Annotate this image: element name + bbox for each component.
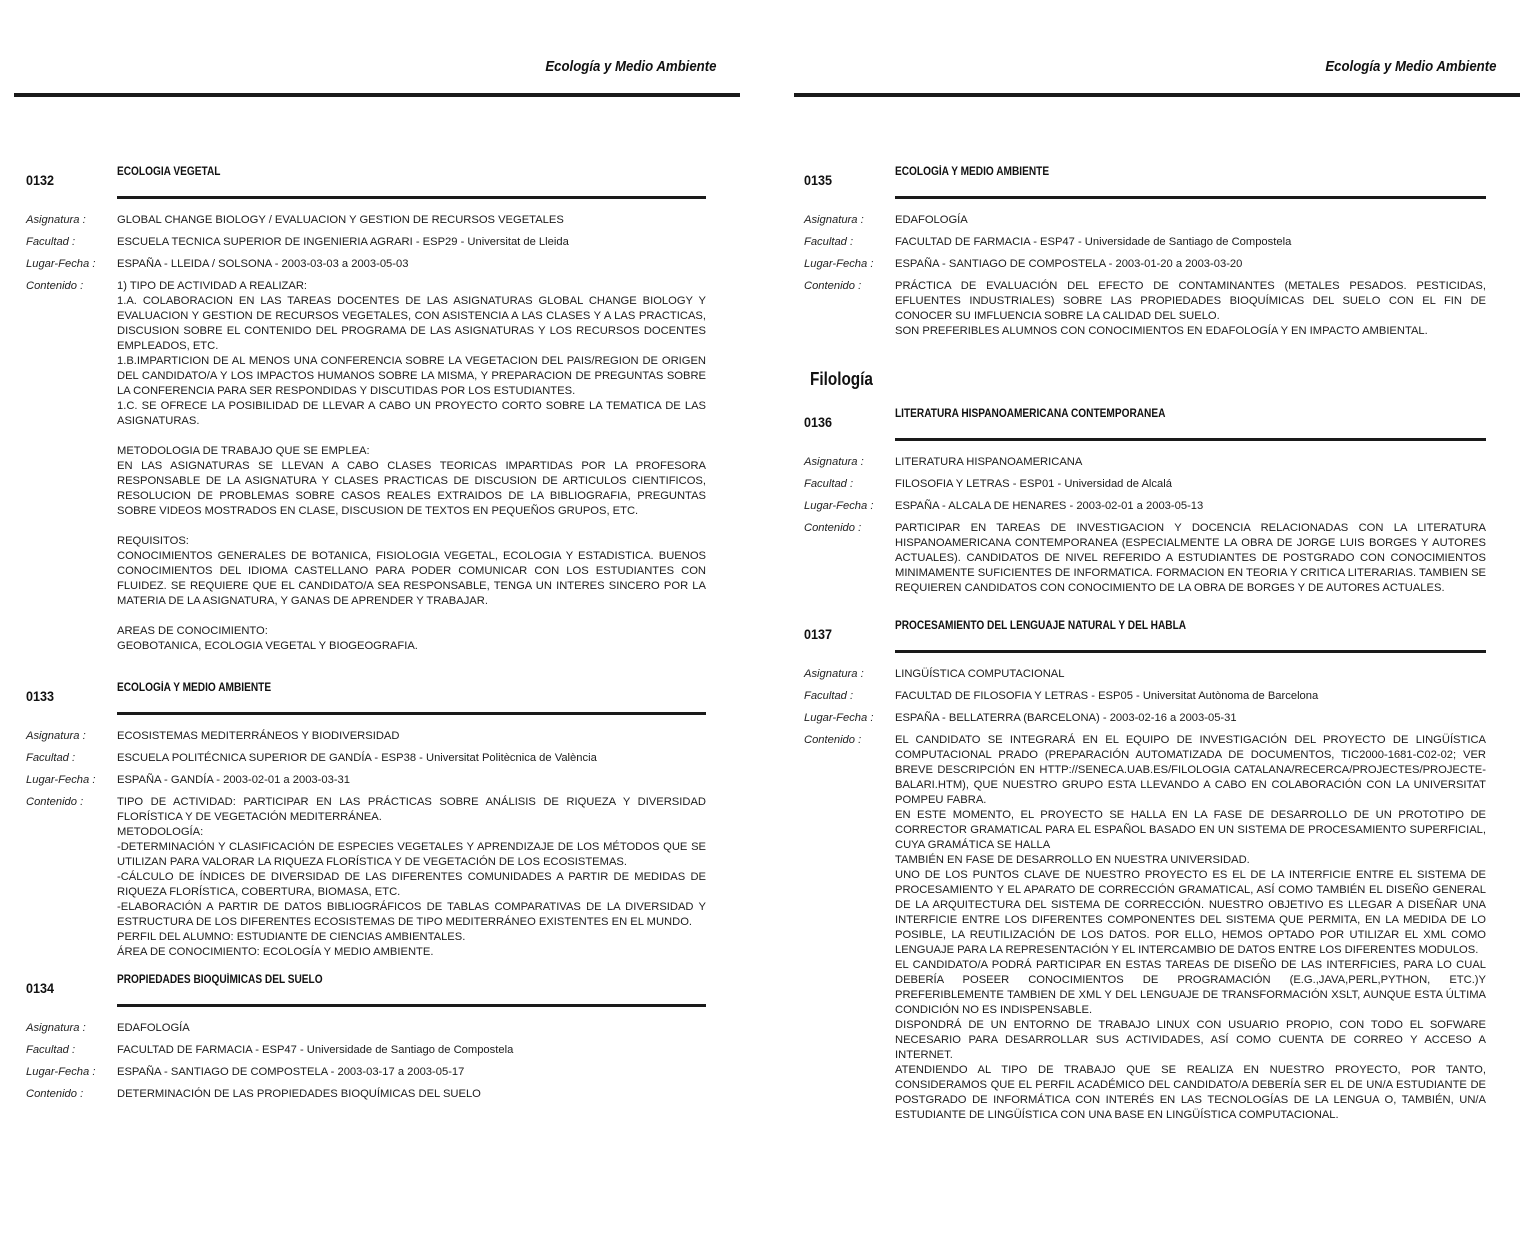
field-label: Facultad : xyxy=(804,690,854,702)
field-label: Facultad : xyxy=(26,236,76,248)
field-value: ESPAÑA - LLEIDA / SOLSONA - 2003-03-03 a 2003-05-03 xyxy=(117,258,409,270)
field-label: Contenido : xyxy=(26,280,84,292)
field-value: EDAFOLOGÍA xyxy=(895,214,968,226)
field-value: EDAFOLOGÍA xyxy=(117,1022,190,1034)
entry-0134 xyxy=(26,974,706,1104)
field-value: LINGÜÍSTICA COMPUTACIONAL xyxy=(895,668,1065,680)
field-value: FACULTAD DE FILOSOFIA Y LETRAS - ESP05 - Universitat Autònoma de Barcelona xyxy=(895,690,1319,702)
entry-title: ECOLOGIA VEGETAL xyxy=(117,166,221,178)
entry-rule xyxy=(117,712,706,715)
entry-0135 xyxy=(804,166,1486,341)
entry-rule xyxy=(895,438,1486,441)
entry-code: 0135 xyxy=(804,172,833,188)
field-lugar-fecha xyxy=(804,257,1486,279)
entry-title: PROCESAMIENTO DEL LENGUAJE NATURAL Y DEL HABLA xyxy=(895,620,1187,632)
entry-header xyxy=(804,166,1486,196)
field-asignatura xyxy=(804,455,1486,477)
field-lugar-fecha xyxy=(26,257,706,279)
field-label: Facultad : xyxy=(26,1044,76,1056)
field-asignatura xyxy=(26,729,706,751)
field-label: Contenido : xyxy=(26,1088,84,1100)
header-rule xyxy=(794,93,1520,97)
entry-header xyxy=(804,620,1486,650)
field-facultad xyxy=(26,751,706,773)
field-lugar-fecha xyxy=(26,1065,706,1087)
entry-title: ECOLOGÍA Y MEDIO AMBIENTE xyxy=(117,682,272,694)
field-label: Lugar-Fecha : xyxy=(804,258,874,270)
right-page xyxy=(780,0,1532,1238)
field-lugar-fecha xyxy=(804,499,1486,521)
entry-0137 xyxy=(804,620,1486,1125)
field-value: ESPAÑA - SANTIAGO DE COMPOSTELA - 2003-01-20 a 2003-03-20 xyxy=(895,258,1243,270)
field-lugar-fecha xyxy=(804,711,1486,733)
running-head: Ecología y Medio Ambiente xyxy=(544,58,716,75)
entry-0133 xyxy=(26,682,706,962)
entry-title: PROPIEDADES BIOQUÍMICAS DEL SUELO xyxy=(117,974,323,986)
field-label: Lugar-Fecha : xyxy=(804,712,874,724)
entry-rule xyxy=(895,196,1486,199)
field-value: DETERMINACIÓN DE LAS PROPIEDADES BIOQUÍMICAS DEL SUELO xyxy=(117,1088,481,1100)
field-value: PARTICIPAR EN TAREAS DE INVESTIGACION Y DOCENCIA RELACIONADAS CON LA LITERATURA HISPANOAMERICANA CONTEMPORANEA (ESPECIALMENTE LA OBRA DE JORGE LUIS BORGES Y AUTORES ACTUALES). CANDIDATOS DE NIVEL REFERIDO A ESTUDIANTES DE POSTGRADO CON CONOCIMIENTOS MINIMAMENTE SUFICIENTES DE INFORMATICA. FORMACION EN TEORIA Y CRITICA LITERARIAS. TAMBIEN SE REQUIEREN CANDIDATOS CON CONOCIMIENTO DE LA OBRA DE BORGES Y DE AUTORES ACTUALES. xyxy=(895,522,1486,594)
entries-list xyxy=(804,166,1486,1125)
field-lugar-fecha xyxy=(26,773,706,795)
field-label: Asignatura : xyxy=(26,214,86,226)
field-contenido xyxy=(804,521,1486,598)
entry-code: 0133 xyxy=(26,688,55,704)
field-label: Lugar-Fecha : xyxy=(804,500,874,512)
field-value: FACULTAD DE FARMACIA - ESP47 - Universidade de Santiago de Compostela xyxy=(895,236,1292,248)
field-label: Contenido : xyxy=(26,796,84,808)
field-value: ECOSISTEMAS MEDITERRÁNEOS Y BIODIVERSIDAD xyxy=(117,730,400,742)
field-label: Asignatura : xyxy=(26,1022,86,1034)
field-asignatura xyxy=(804,213,1486,235)
running-head: Ecología y Medio Ambiente xyxy=(1324,58,1496,75)
entry-code: 0132 xyxy=(26,172,55,188)
field-label: Facultad : xyxy=(26,752,76,764)
field-value: ESCUELA TECNICA SUPERIOR DE INGENIERIA AGRARI - ESP29 - Universitat de Lleida xyxy=(117,236,569,248)
field-contenido xyxy=(804,733,1486,1125)
entry-rule xyxy=(895,650,1486,653)
field-value: ESPAÑA - BELLATERRA (BARCELONA) - 2003-02-16 a 2003-05-31 xyxy=(895,712,1237,724)
entry-header xyxy=(26,682,706,712)
entry-rule xyxy=(117,196,706,199)
entry-0136 xyxy=(804,408,1486,598)
field-value: ESCUELA POLITÉCNICA SUPERIOR DE GANDÍA - ESP38 - Universitat Politècnica de València xyxy=(117,752,597,764)
field-asignatura xyxy=(26,1021,706,1043)
field-value: 1) TIPO DE ACTIVIDAD A REALIZAR: 1.A. COLABORACION EN LAS TAREAS DOCENTES DE LAS ASIGNATURAS GLOBAL CHANGE BIOLOGY Y EVALUACION Y GESTION DE RECURSOS VEGETALES, CON ASISTENCIA A LAS CLASES Y A LAS PRACTICAS, DISCUSION SOBRE EL CONTENIDO DEL PROGRAMA DE LAS ASIGNATURAS Y LOS RECURSOS DOCENTES EMPLEADOS, ETC. 1.B.IMPARTICION DE AL MENOS UNA CONFERENCIA SOBRE LA VEGETACION DEL PAIS/REGION DE ORIGEN DEL CANDIDATO/A Y LOS IMPACTOS HUMANOS SOBRE LA MISMA, Y PREPARACION DE PREGUNTAS SOBRE LA CONFERENCIA PARA SER RESPONDIDAS Y DISCUTIDAS POR LOS ESTUDIANTES. 1.C. SE OFRECE LA POSIBILIDAD DE LLEVAR A CABO UN PROYECTO CORTO SOBRE LA TEMATICA DE LAS ASIGNATURAS. METODOLOGIA DE TRABAJO QUE SE EMPLEA: EN LAS ASIGNATURAS SE LLEVAN A CABO CLASES TEORICAS IMPARTIDAS POR LA PROFESORA RESPONSABLE DE LA ASIGNATURA Y CLASES PRACTICAS DE DISCUSION DE ARTICULOS CIENTIFICOS, RESOLUCION DE PROBLEMAS SOBRE CASOS REALES EXTRAIDOS DE LA BIBLIOGRAFIA, PREGUNTAS SOBRE VIDEOS MOSTRADOS EN CLASE, DISCUSION DE TEXTOS EN PEQUEÑOS GRUPOS, ETC. REQUISITOS: CONOCIMIENTOS GENERALES DE BOTANICA, FISIOLOGIA VEGETAL, ECOLOGIA Y ESTADISTICA. BUENOS CONOCIMIENTOS DEL IDIOMA CASTELLANO PARA PODER COMUNICAR CON LOS ESTUDIANTES CON FLUIDEZ. SE REQUIERE QUE EL CANDIDATO/A SEA RESPONSABLE, TENGA UN INTERES SINCERO POR LA MATERIA DE LA ASIGNATURA, Y GANAS DE APRENDER Y TRABAJAR. AREAS DE CONOCIMIENTO: GEOBOTANICA, ECOLOGIA VEGETAL Y BIOGEOGRAFIA. xyxy=(117,280,706,652)
entries-list xyxy=(26,166,706,1104)
field-label: Asignatura : xyxy=(26,730,86,742)
entry-header xyxy=(26,166,706,196)
entry-0132 xyxy=(26,166,706,656)
field-value: PRÁCTICA DE EVALUACIÓN DEL EFECTO DE CONTAMINANTES (METALES PESADOS. PESTICIDAS, EFLUENTES INDUSTRIALES) SOBRE LAS PROPIEDADES BIOQUÍMICAS DEL SUELO CON EL FIN DE CONOCER SU IMFLUENCIA SOBRE LA CALIDAD DEL SUELO. SON PREFERIBLES ALUMNOS CON CONOCIMIENTOS EN EDAFOLOGÍA Y EN IMPACTO AMBIENTAL. xyxy=(895,280,1486,337)
field-label: Lugar-Fecha : xyxy=(26,774,96,786)
field-asignatura xyxy=(804,667,1486,689)
field-facultad xyxy=(26,1043,706,1065)
field-value: TIPO DE ACTIVIDAD: PARTICIPAR EN LAS PRÁCTICAS SOBRE ANÁLISIS DE RIQUEZA Y DIVERSIDAD FLORÍSTICA Y DE VEGETACIÓN MEDITERRÁNEA. METODOLOGÍA: -DETERMINACIÓN Y CLASIFICACIÓN DE ESPECIES VEGETALES Y APRENDIZAJE DE LOS MÉTODOS QUE SE UTILIZAN PARA VALORAR LA RIQUEZA FLORÍSTICA Y DE VEGETACIÓN DE LOS ECOSISTEMAS. -CÁLCULO DE ÍNDICES DE DIVERSIDAD DE LAS DIFERENTES COMUNIDADES A PARTIR DE MEDIDAS DE RIQUEZA FLORÍSTICA, COBERTURA, BIOMASA, ETC. -ELABORACIÓN A PARTIR DE DATOS BIBLIOGRÁFICOS DE TABLAS COMPARATIVAS DE LA DIVERSIDAD Y ESTRUCTURA DE LOS DIFERENTES ECOSISTEMAS DE TIPO MEDITERRÁNEO EXISTENTES EN EL MUNDO. PERFIL DEL ALUMNO: ESTUDIANTE DE CIENCIAS AMBIENTALES. ÁREA DE CONOCIMIENTO: ECOLOGÍA Y MEDIO AMBIENTE. xyxy=(117,796,706,958)
entry-code: 0134 xyxy=(26,980,55,996)
entry-header xyxy=(26,974,706,1004)
field-label: Lugar-Fecha : xyxy=(26,258,96,270)
field-facultad xyxy=(26,235,706,257)
field-label: Facultad : xyxy=(804,236,854,248)
field-value: EL CANDIDATO SE INTEGRARÁ EN EL EQUIPO DE INVESTIGACIÓN DEL PROYECTO DE LINGÜÍSTICA COMPUTACIONAL PRADO (PREPARACIÓN AUTOMATIZADA DE DOCUMENTOS, TIC2000-1681-C02-02; VER BREVE DESCRIPCIÓN EN HTTP://SENECA.UAB.ES/FILOLOGIA CATALANA/RECERCA/PROJECTES/PROJECTE-BALARI.HTM), QUE NUESTRO GRUPO ESTA LLEVANDO A CABO EN COLABORACIÓN CON LA UNIVERSITAT POMPEU FABRA. EN ESTE MOMENTO, EL PROYECTO SE HALLA EN LA FASE DE DESARROLLO DE UN PROTOTIPO DE CORRECTOR GRAMATICAL PARA EL ESPAÑOL BASADO EN UN SISTEMA DE PROCESAMIENTO SUPERFICIAL, CUYA GRAMÁTICA SE HALLA TAMBIÉN EN FASE DE DESARROLLO EN NUESTRA UNIVERSIDAD. UNO DE LOS PUNTOS CLAVE DE NUESTRO PROYECTO ES EL DE LA INTERFICIE ENTRE EL SISTEMA DE PROCESAMIENTO Y EL APARATO DE CORRECCIÓN GRAMATICAL, ASÍ COMO TAMBIÉN EL DISEÑO GENERAL DE LA ARQUITECTURA DEL SISTEMA DE CORRECCIÓN. NUESTRO OBJETIVO ES LLEGAR A DISEÑAR UNA INTERFICIE ENTRE LOS DIFERENTES COMPONENTES DEL SISTEMA QUE PERMITA, EN LA MEDIDA DE LO POSIBLE, LA REUTILIZACIÓN DE LOS DATOS. POR ELLO, HEMOS OPTADO POR UTILIZAR EL XML COMO LENGUAJE PARA LA REPRESENTACIÓN Y EL INTERCAMBIO DE DATOS ENTRE LOS DIFERENTES MODULOS. EL CANDIDATO/A PODRÁ PARTICIPAR EN ESTAS TAREAS DE DISEÑO DE LAS INTERFICIES, PARA LO CUAL DEBERÍA POSEER CONOCIMIENTOS DE PROGRAMACIÓN (E.G.,JAVA,PERL,PYTHON, ETC.)Y PREFERIBLEMENTE TAMBIEN DE XML Y DEL LENGUAJE DE TRANSFORMACIÓN XSLT, AUNQUE ESTA ÚLTIMA CONDICIÓN NO ES INDISPENSABLE. DISPONDRÁ DE UN ENTORNO DE TRABAJO LINUX CON USUARIO PROPIO, CON TODO EL SOFWARE NECESARIO PARA DESARROLLAR SUS ACTIVIDADES, ASÍ COMO CUENTA DE CORREO Y ACCESO A INTERNET. ATENDIENDO AL TIPO DE TRABAJO QUE SE REALIZA EN NUESTRO PROYECTO, POR TANTO, CONSIDERAMOS QUE EL PERFIL ACADÉMICO DEL CANDIDATO/A DEBERÍA SER EL DE UN/A ESTUDIANTE DE POSTGRADO DE INFORMÁTICA CON INTERÉS EN LAS TECNOLOGÍAS DE LA LENGUA O, TAMBIÉN, UN/A ESTUDIANTE DE LINGÜÍSTICA CON UNA BASE EN LINGÜÍSTICA COMPUTACIONAL. xyxy=(895,734,1486,1121)
field-contenido xyxy=(804,279,1486,341)
entry-header xyxy=(804,408,1486,438)
field-value: FACULTAD DE FARMACIA - ESP47 - Universidade de Santiago de Compostela xyxy=(117,1044,514,1056)
field-value: FILOSOFIA Y LETRAS - ESP01 - Universidad de Alcalá xyxy=(895,478,1172,490)
field-value: ESPAÑA - GANDÍA - 2003-02-01 a 2003-03-31 xyxy=(117,774,350,786)
field-label: Lugar-Fecha : xyxy=(26,1066,96,1078)
entry-title: ECOLOGÍA Y MEDIO AMBIENTE xyxy=(895,166,1050,178)
field-facultad xyxy=(804,235,1486,257)
field-contenido xyxy=(26,1087,706,1104)
field-label: Asignatura : xyxy=(804,668,864,680)
field-facultad xyxy=(804,689,1486,711)
field-label: Asignatura : xyxy=(804,214,864,226)
field-value: LITERATURA HISPANOAMERICANA xyxy=(895,456,1083,468)
field-value: ESPAÑA - ALCALA DE HENARES - 2003-02-01 a 2003-05-13 xyxy=(895,500,1204,512)
field-value: GLOBAL CHANGE BIOLOGY / EVALUACION Y GESTION DE RECURSOS VEGETALES xyxy=(117,214,564,226)
field-contenido xyxy=(26,795,706,962)
entry-rule xyxy=(117,1004,706,1007)
header-rule xyxy=(14,93,740,97)
field-label: Contenido : xyxy=(804,734,862,746)
field-label: Asignatura : xyxy=(804,456,864,468)
entry-title: LITERATURA HISPANOAMERICANA CONTEMPORANEA xyxy=(895,408,1166,420)
field-label: Contenido : xyxy=(804,280,862,292)
field-value: ESPAÑA - SANTIAGO DE COMPOSTELA - 2003-03-17 a 2003-05-17 xyxy=(117,1066,465,1078)
entry-code: 0137 xyxy=(804,626,833,642)
field-label: Contenido : xyxy=(804,522,862,534)
field-label: Facultad : xyxy=(804,478,854,490)
left-page xyxy=(0,0,760,1238)
entry-code: 0136 xyxy=(804,414,833,430)
section-heading-filologia: Filología xyxy=(810,369,873,389)
field-facultad xyxy=(804,477,1486,499)
field-asignatura xyxy=(26,213,706,235)
field-contenido xyxy=(26,279,706,656)
